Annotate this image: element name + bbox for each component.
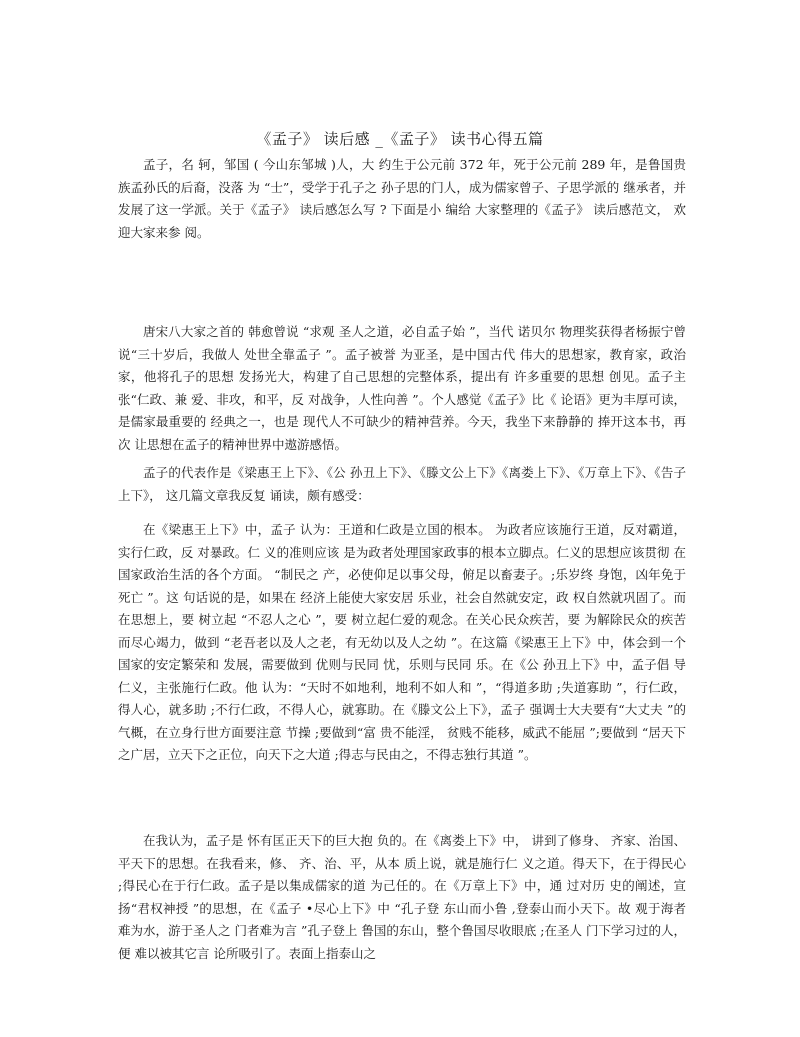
paragraph-intro: 孟子，名 轲，邹国 ( 今山东邹城 )人，大 约生于公元前 372 年，死于公元前 289 年，是鲁国贵族孟孙氏的后裔，没落 为 “士”，受学于孔子之 孙子思的门人，成为儒家曾子、子思学派的 继承者，并 发展了这一学派。关于《孟子》 读后感怎么写 ? 下面是小 编给 大家整理的《孟子》 读后感范文， 欢迎大家来参 阅。 — [118, 157, 686, 240]
paragraph-li-lou: 在我认为，孟子是 怀有匡正天下的巨大抱 负的。在《离娄上下》中， 讲到了修身、 齐家、治国、平天下的思想。在我看来，修、 齐、治、平，从本 质上说，就是施行仁 义之道。得天下，在于得民心 ;得民心在于行仁政。孟子是以集成儒家的道 为己任的。在《万章上下》中，通 过对历 史的阐述，宣 扬“君权神授 ”的思想，在《孟子 •尽心上下》中 “孔子登 东山而小鲁 ,登泰山而小天下。故 观于海者 难为水，游于圣人之 门者难为言 ”孔子登上 鲁国的东山，整个鲁国尽收眼底 ;在圣人 门下学习过的人，便 难以被其它言 论所吸引了。表面上指泰山之 — [118, 833, 686, 961]
paragraph-liang-hui-wang: 在《梁惠王上下》中，孟子 认为：王道和仁政是立国的根本。 为政者应该施行王道，反对霸道，实行仁政，反 对暴政。仁 义的准则应该 是为政者处理国家政事的根本立脚点。仁义的思想应该贯彻 在国家政治生活的各个方面。 “制民之 产，必使仰足以事父母，俯足以畜妻子。;乐岁终 身饱，凶年免于死亡 ”。这 句话说的是，如果在 经济上能使大家安居 乐业，社会自然就安定，政 权自然就巩固了。而在思想上，要 树立起 “不忍人之心 ”，要 树立起仁爱的观念。在关心民众疾苦，要 为解除民众的疾苦而尽心竭力，做到 “老吾老以及人之老，有无幼以及人之幼 ”。在这篇《梁惠王上下》中，体会到一个国家的安定繁荣和 发展，需要做到 优则与民同 忧，乐则与民同 乐。在《公 孙丑上下》中，孟子倡 导仁义，主张施行仁政。他 认为：“天时不如地利，地利不如人和 ”，“得道多助 ;失道寡助 ”，行仁政，得人心，就多助 ;不行仁政，不得人心，就寡助。在《滕文公上下》，孟子 强调士大夫要有“大丈夫 ”的气概，在立身行世方面要注意 节操 ;要做到“富 贵不能淫， 贫贱不能移，威武不能屈 ”;要做到 “居天下之广居，立天下之正位，向天下之大道 ;得志与民由之，不得志独行其道 ”。 — [118, 522, 686, 762]
paragraph-han-yu: 唐宋八大家之首的 韩愈曾说 “求观 圣人之道，必自孟子始 ”，当代 诺贝尔 物理奖获得者杨振宁曾 说“三十岁后，我做人 处世全靠孟子 ”。孟子被誉 为亚圣，是中国古代 伟大的思想家，教育家，政治家，他将孔子的思想 发扬光大，构建了自己思想的完整体系，提出有 许多重要的思想 创见。孟子主 张“仁政、兼 爱、非攻，和平，反 对战争，人性向善 ”。个人感觉《孟子》比《 论语》更为丰厚可读，是儒家最重要的 经典之一，也是 现代人不可缺少的精神营养。今天，我坐下来静静的 捧开这本书，再次 让思想在孟子的精神世界中遨游感悟。 — [118, 324, 686, 452]
paragraph-works: 孟子的代表作是《梁惠王上下》、《公 孙丑上下》、《滕文公上下》《离娄上下》、《万章上下》、《告子上下》， 这几篇文章我反复 诵读，颇有感受： — [118, 465, 686, 503]
document-title: 《孟子》 读后感 _《孟子》 读书心得五篇 — [256, 130, 544, 148]
